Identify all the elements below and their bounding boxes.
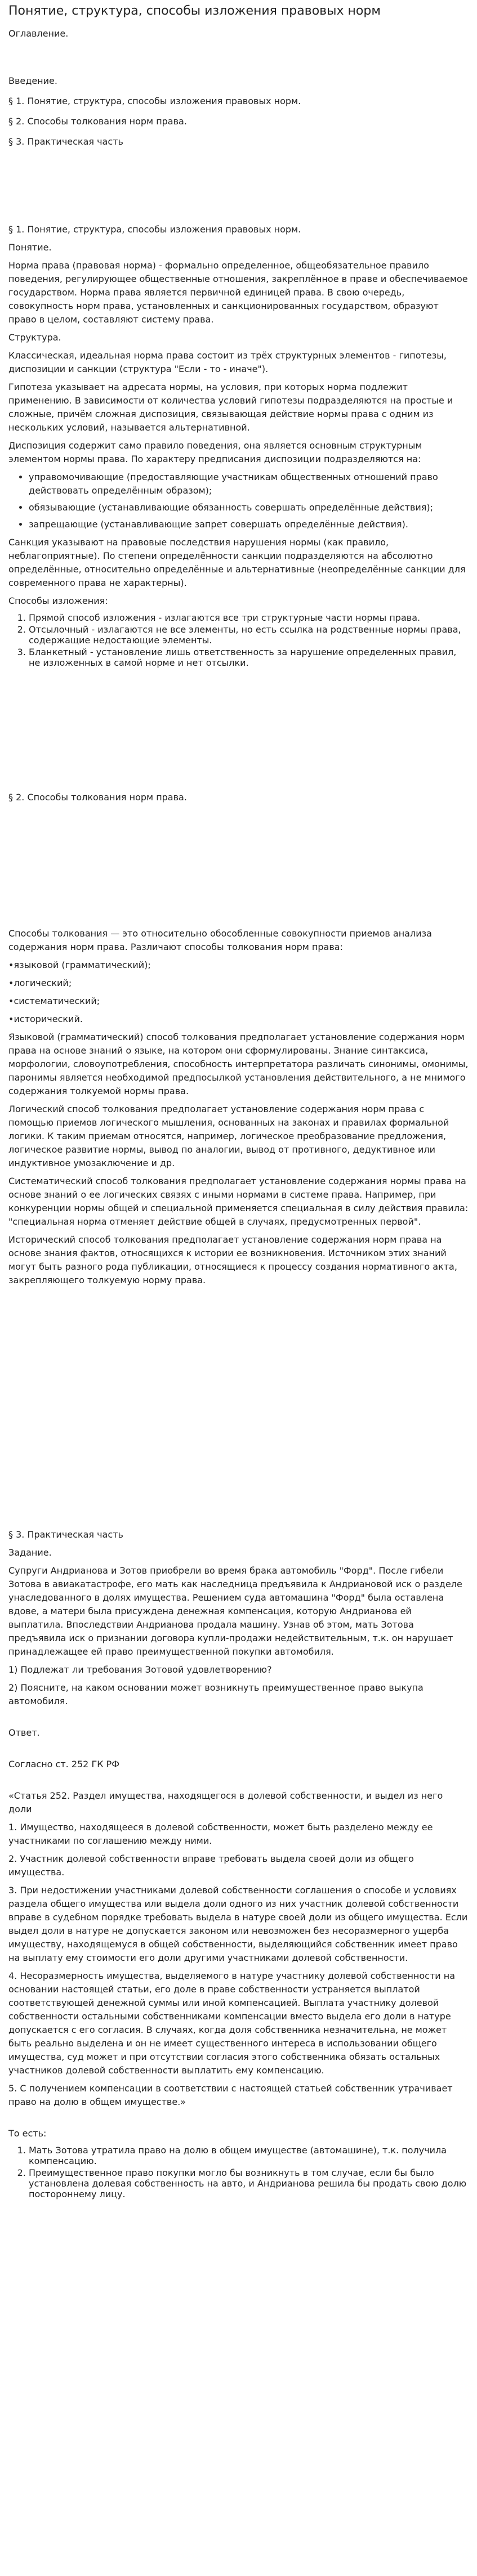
interpretation-type: •логический; — [8, 978, 72, 988]
section-3 — [8, 1528, 469, 2199]
disposition-types-list — [8, 471, 469, 531]
task-label: Задание. — [8, 1547, 52, 1558]
list-item: 1. Мать Зотова утратила право на долю в общем имуществе (автомашине), т.к. получила компенсацию. — [29, 2145, 469, 2166]
conclusions-list — [8, 2145, 469, 2199]
question-2: 2) Поясните, на каком основании может возникнуть преимущественное право выкупа автомобиля. — [8, 1682, 423, 1706]
hypothesis-paragraph: Гипотеза указывает на адресата нормы, на условия, при которых норма подлежит применению. В зависимости от количества условий гипотезы подразделяются на простые и сложные, причём сложная диспозиция, связывающая действие нормы права с одним из нескольких условий, называется альтернативной. — [8, 382, 453, 433]
toc-item-intro: Введение. — [8, 75, 57, 86]
toc-item-section-3: § 3. Практическая часть — [8, 136, 123, 147]
list-item: 3. Бланкетный - установление лишь ответственность за нарушение определенных правил, не изложенных в самой норме и нет отсылки. — [29, 647, 469, 668]
article-item: 5. С получением компенсации в соответствии с настоящей статьей собственник утрачивает право на долю в общем имуществе.» — [8, 2083, 453, 2107]
toc-heading: Оглавление. — [8, 28, 69, 39]
logical-paragraph: Логический способ толкования предполагает установление содержания норм права с помощью приемов логического мышления, основанных на законах и правилах формальной логики. К таким приемам относятся, например, логическое преобразование предложения, логическое развитие нормы, вывод по аналогии, вывод от противного, дедуктивное или индуктивное умозаключение и др. — [8, 1104, 449, 1168]
list-item: • запрещающие (устанавливающие запрет совершать определённые действия). — [29, 518, 469, 531]
answer-label: Ответ. — [8, 1727, 40, 1738]
methods-label: Способы изложения: — [8, 595, 108, 606]
systematic-paragraph: Систематический способ толкования предполагает установление содержания нормы права на основе знаний о ее логических связях с иными нормами в системе права. Например, при конкуренции нормы общей и специальной применяется специальная в силу действия правила: "специальная норма отменяет действие общей в случаях, предусмотренных первой". — [8, 1176, 469, 1227]
section-2-heading: § 2. Способы толкования норм права. — [8, 792, 187, 803]
article-item: 4. Несоразмерность имущества, выделяемого в натуре участнику долевой собственности на основании настоящей статьи, его доле в праве собственности устраняется выплатой соответствующей денежной суммы или иной компенсацией. Выплата участнику долевой собственности остальными собственниками компенсации вместо выдела его доли в натуре допускается с его согласия. В случаях, когда доля собственника незначительна, не может быть реально выделена и он не имеет существенного интереса в использовании общего имущества, суд может и при отсутствии согласия этого собственника обязать остальных участников долевой собственности выплатить ему компенсацию. — [8, 1970, 456, 2076]
historical-paragraph: Исторический способ толкования предполагает установление содержания норм права на основе знания фактов, относящихся к истории ее возникновения. Источником этих знаний могут быть разного рода публикации, относящиеся к процессу создания нормативного акта, закрепляющего толкуемую норму права. — [8, 1234, 457, 1285]
disposition-paragraph: Диспозиция содержит само правило поведения, она является основным структурным элементом нормы права. По характеру предписания диспозиции подразделяются на: — [8, 440, 422, 464]
list-item: • управомочивающие (предоставляющие участникам общественных отношений право действовать определённым образом); — [29, 471, 469, 498]
interpretation-type: •языковой (грамматический); — [8, 960, 151, 970]
structure-label: Структура. — [8, 332, 61, 343]
list-item: • обязывающие (устанавливающие обязанность совершать определённые действия); — [29, 501, 469, 514]
list-item: 1. Прямой способ изложения - излагаются все три структурные части нормы права. — [29, 612, 469, 623]
according-line: Согласно ст. 252 ГК РФ — [8, 1759, 120, 1769]
concept-paragraph: Норма права (правовая норма) - формально определенное, общеобязательное правило поведения, регулирующее общественные отношения, закреплённое в праве и обеспечиваемое государством. Норма права является первичной единицей права. В свою очередь, совокупность норм права, установленных и санкционированных государством, образуют право в целом, составляют систему права. — [8, 260, 468, 325]
toc-item-section-1: § 1. Понятие, структура, способы изложения правовых норм. — [8, 96, 301, 106]
interpretation-type: •исторический. — [8, 1014, 83, 1024]
question-1: 1) Подлежат ли требования Зотовой удовлетворению? — [8, 1664, 272, 1675]
structure-paragraph: Классическая, идеальная норма права состоит из трёх структурных элементов - гипотезы, диспозиции и санкции (структура "Если - то - иначе"). — [8, 350, 447, 374]
article-item: 1. Имущество, находящееся в долевой собственности, может быть разделено между ее участниками по соглашению между ними. — [8, 1822, 433, 1846]
article-item: 2. Участник долевой собственности вправе требовать выдела своей доли из общего имущества. — [8, 1853, 414, 1878]
article-item: 3. При недостижении участниками долевой собственности соглашения о способе и условиях раздела общего имущества или выдела доли одного из них участник долевой собственности вправе в судебном порядке требовать выдела в натуре своей доли из общего имущества. Если выдел доли в натуре не допускается законом или невозможен без несоразмерного ущерба имуществу, находящемуся в общей собственности, выделяющийся собственник имеет право на выплату ему стоимости его доли другими участниками долевой собственности. — [8, 1885, 468, 1963]
page-title: Понятие, структура, способы изложения правовых норм — [8, 4, 381, 18]
section-1 — [8, 223, 469, 668]
linguistic-paragraph: Языковой (грамматический) способ толкования предполагает установление содержания норм права на основе знаний о языке, на котором они сформулированы. Знание синтаксиса, морфологии, словоупотребления, способность интерпретатора различать синонимы, омонимы, паронимы является необходимой предпосылкой установления действительного, а не мнимого содержания толкуемой нормы права. — [8, 1032, 469, 1096]
table-of-contents — [8, 27, 469, 149]
concept-label: Понятие. — [8, 242, 52, 253]
list-item: 2. Отсылочный - излагаются не все элементы, но есть ссылка на родственные нормы права, содержащие недостающие элементы. — [29, 624, 469, 646]
methods-list — [8, 612, 469, 668]
interpretation-type: •систематический; — [8, 996, 100, 1006]
task-paragraph: Супруги Андрианова и Зотов приобрели во время брака автомобиль "Форд". После гибели Зотова в авиакатастрофе, его мать как наследница предъявила к Андриановой иск о разделе унаследованного в долях имущества. Решением суда автомашина "Форд" была оставлена вдове, а матери была присуждена денежная компенсация, которую Андрианова ей выплатила. Впоследствии Андрианова продала машину. Узнав об этом, мать Зотова предъявила иск о признании договора купли-продажи недействительным, т.к. он нарушает принадлежащее ей право преимущественной покупки автомобиля. — [8, 1565, 462, 1657]
sanction-paragraph: Санкция указывают на правовые последствия нарушения нормы (как правило, неблагоприятные). По степени определённости санкции подразделяются на абсолютно определённые, относительно определённые и альтернативные (неопределённые санкции для современного права не характерны). — [8, 537, 466, 588]
interpretation-intro: Способы толкования — это относительно обособленные совокупности приемов анализа содержания норм права. Различают способы толкования норм права: — [8, 928, 432, 952]
section-1-heading: § 1. Понятие, структура, способы изложения правовых норм. — [8, 224, 301, 235]
conclusion-label: То есть: — [8, 2128, 47, 2139]
section-2 — [8, 791, 469, 1287]
list-item: 2. Преимущественное право покупки могло бы возникнуть в том случае, если бы было установлена долевая собственность на авто, и Андрианова решила бы продать свою долю постороннему лицу. — [29, 2167, 469, 2199]
article-title: «Статья 252. Раздел имущества, находящегося в долевой собственности, и выдел из него доли — [8, 1790, 443, 1815]
section-3-heading: § 3. Практическая часть — [8, 1529, 123, 1540]
document — [0, 3, 477, 2199]
toc-item-section-2: § 2. Способы толкования норм права. — [8, 116, 187, 127]
